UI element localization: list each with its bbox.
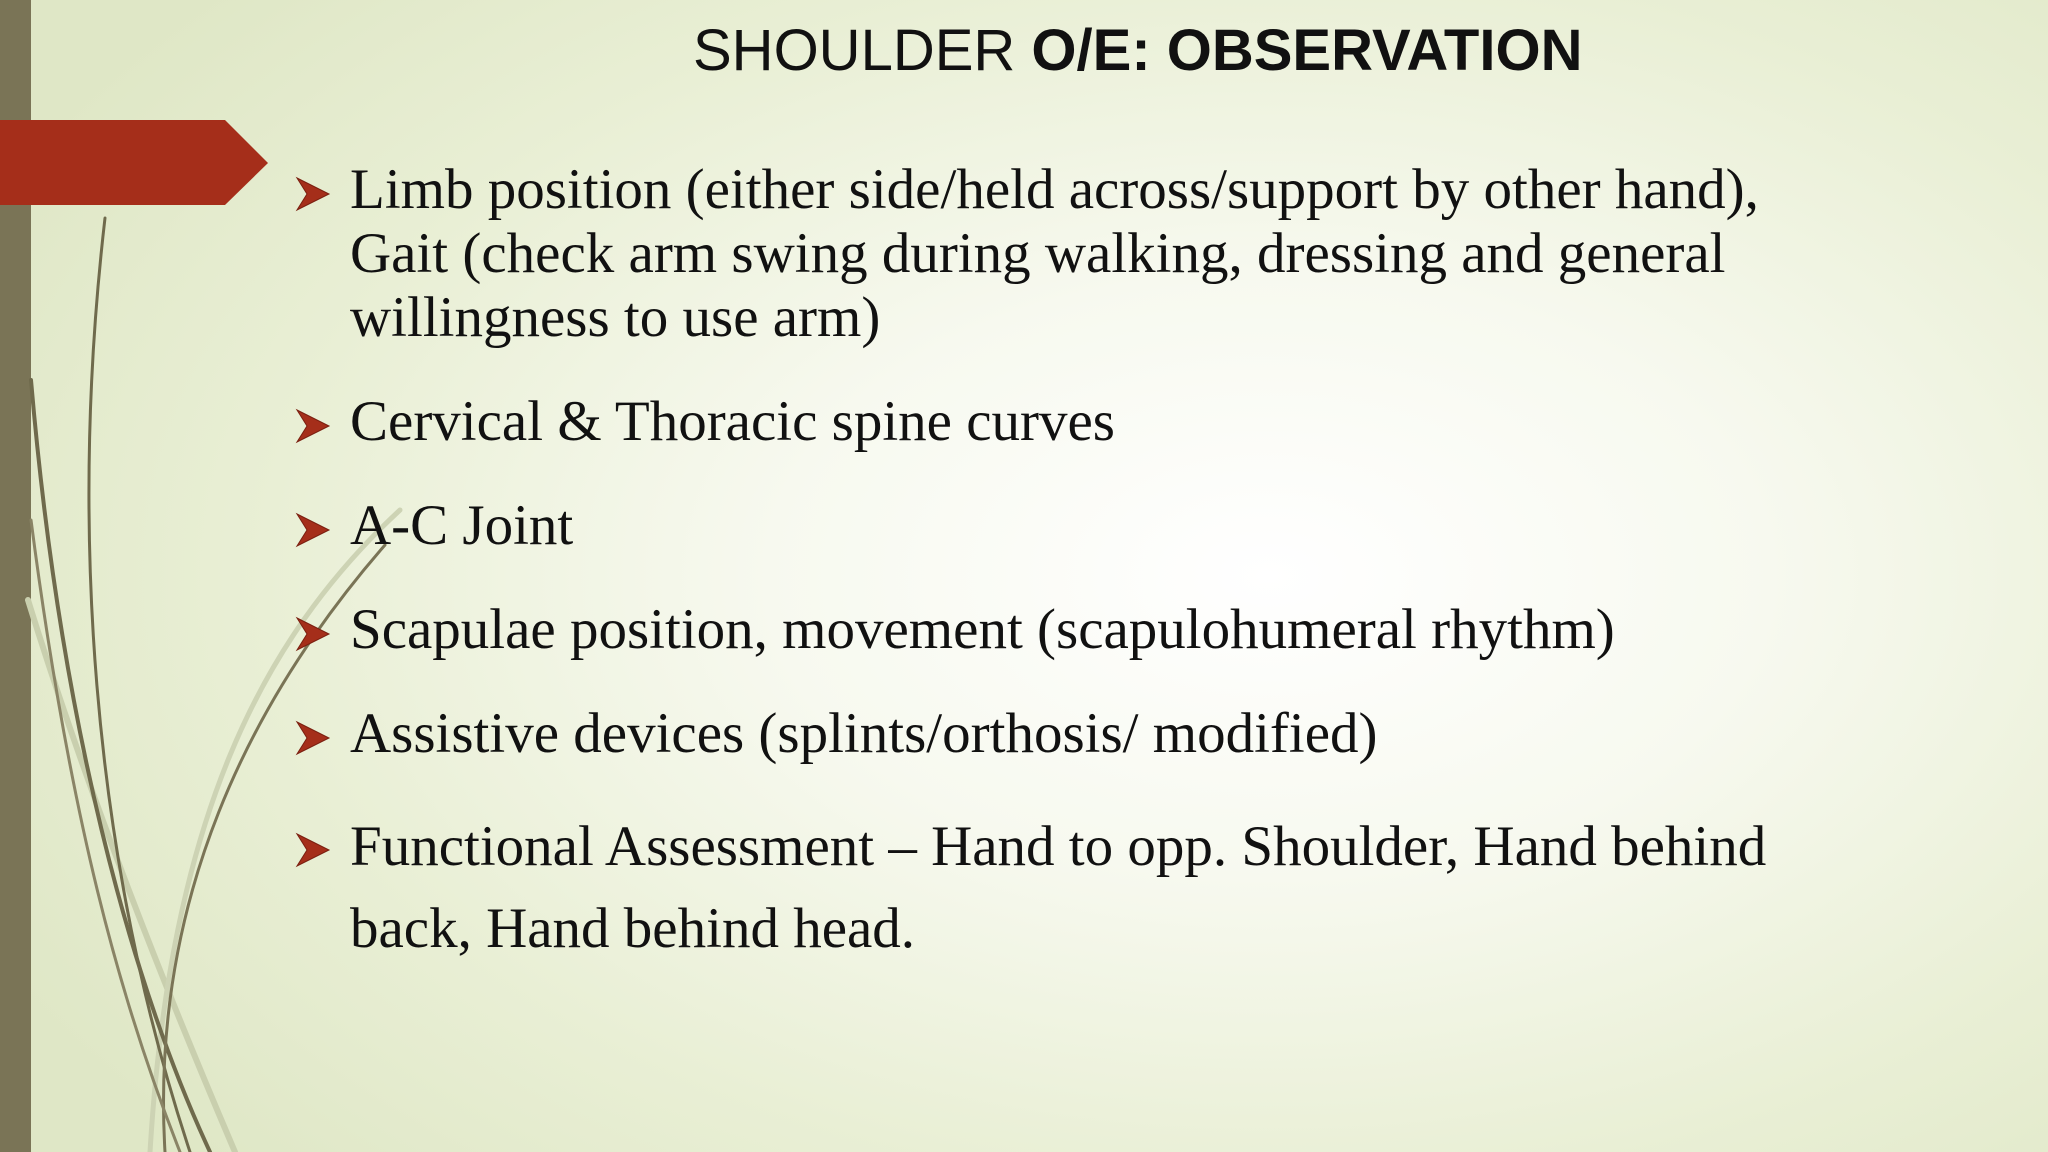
list-item — [293, 702, 1853, 766]
list-item — [293, 806, 1853, 970]
list-item — [293, 158, 1853, 350]
arrowhead-bullet-icon — [293, 406, 333, 446]
arrowhead-bullet-icon — [293, 614, 333, 654]
left-decorative-bar — [0, 0, 31, 1152]
red-pointer-shape — [0, 120, 268, 205]
arrowhead-bullet-icon — [293, 830, 333, 870]
list-item — [293, 598, 1853, 662]
title-bold: O/E: OBSERVATION — [1031, 18, 1583, 83]
bullet-text: Cervical & Thoracic spine curves — [350, 390, 1115, 453]
bullet-text: Scapulae position, movement (scapulohumeral rhythm) — [350, 598, 1615, 661]
swoosh-dark-2 — [31, 380, 210, 1152]
bullet-text: Functional Assessment – Hand to opp. Shoulder, Hand behind back, Hand behind head. — [350, 815, 1767, 960]
swoosh-dark-1 — [89, 218, 190, 1152]
swoosh-dark-4 — [31, 520, 180, 1152]
list-item — [293, 390, 1853, 454]
arrowhead-bullet-icon — [293, 174, 333, 214]
title-regular: SHOULDER — [693, 18, 1032, 83]
arrowhead-bullet-icon — [293, 718, 333, 758]
bullet-text: Limb position (either side/held across/support by other hand), Gait (check arm swing during walking, dressing and general willingness to use arm) — [350, 158, 1759, 349]
bullet-text: A-C Joint — [350, 494, 574, 557]
list-item — [293, 494, 1853, 558]
arrowhead-bullet-icon — [293, 510, 333, 550]
bullet-list — [293, 158, 1853, 1010]
swoosh-light-1 — [28, 600, 235, 1152]
bullet-text: Assistive devices (splints/orthosis/ modified) — [350, 702, 1378, 765]
slide-title — [693, 14, 1582, 88]
